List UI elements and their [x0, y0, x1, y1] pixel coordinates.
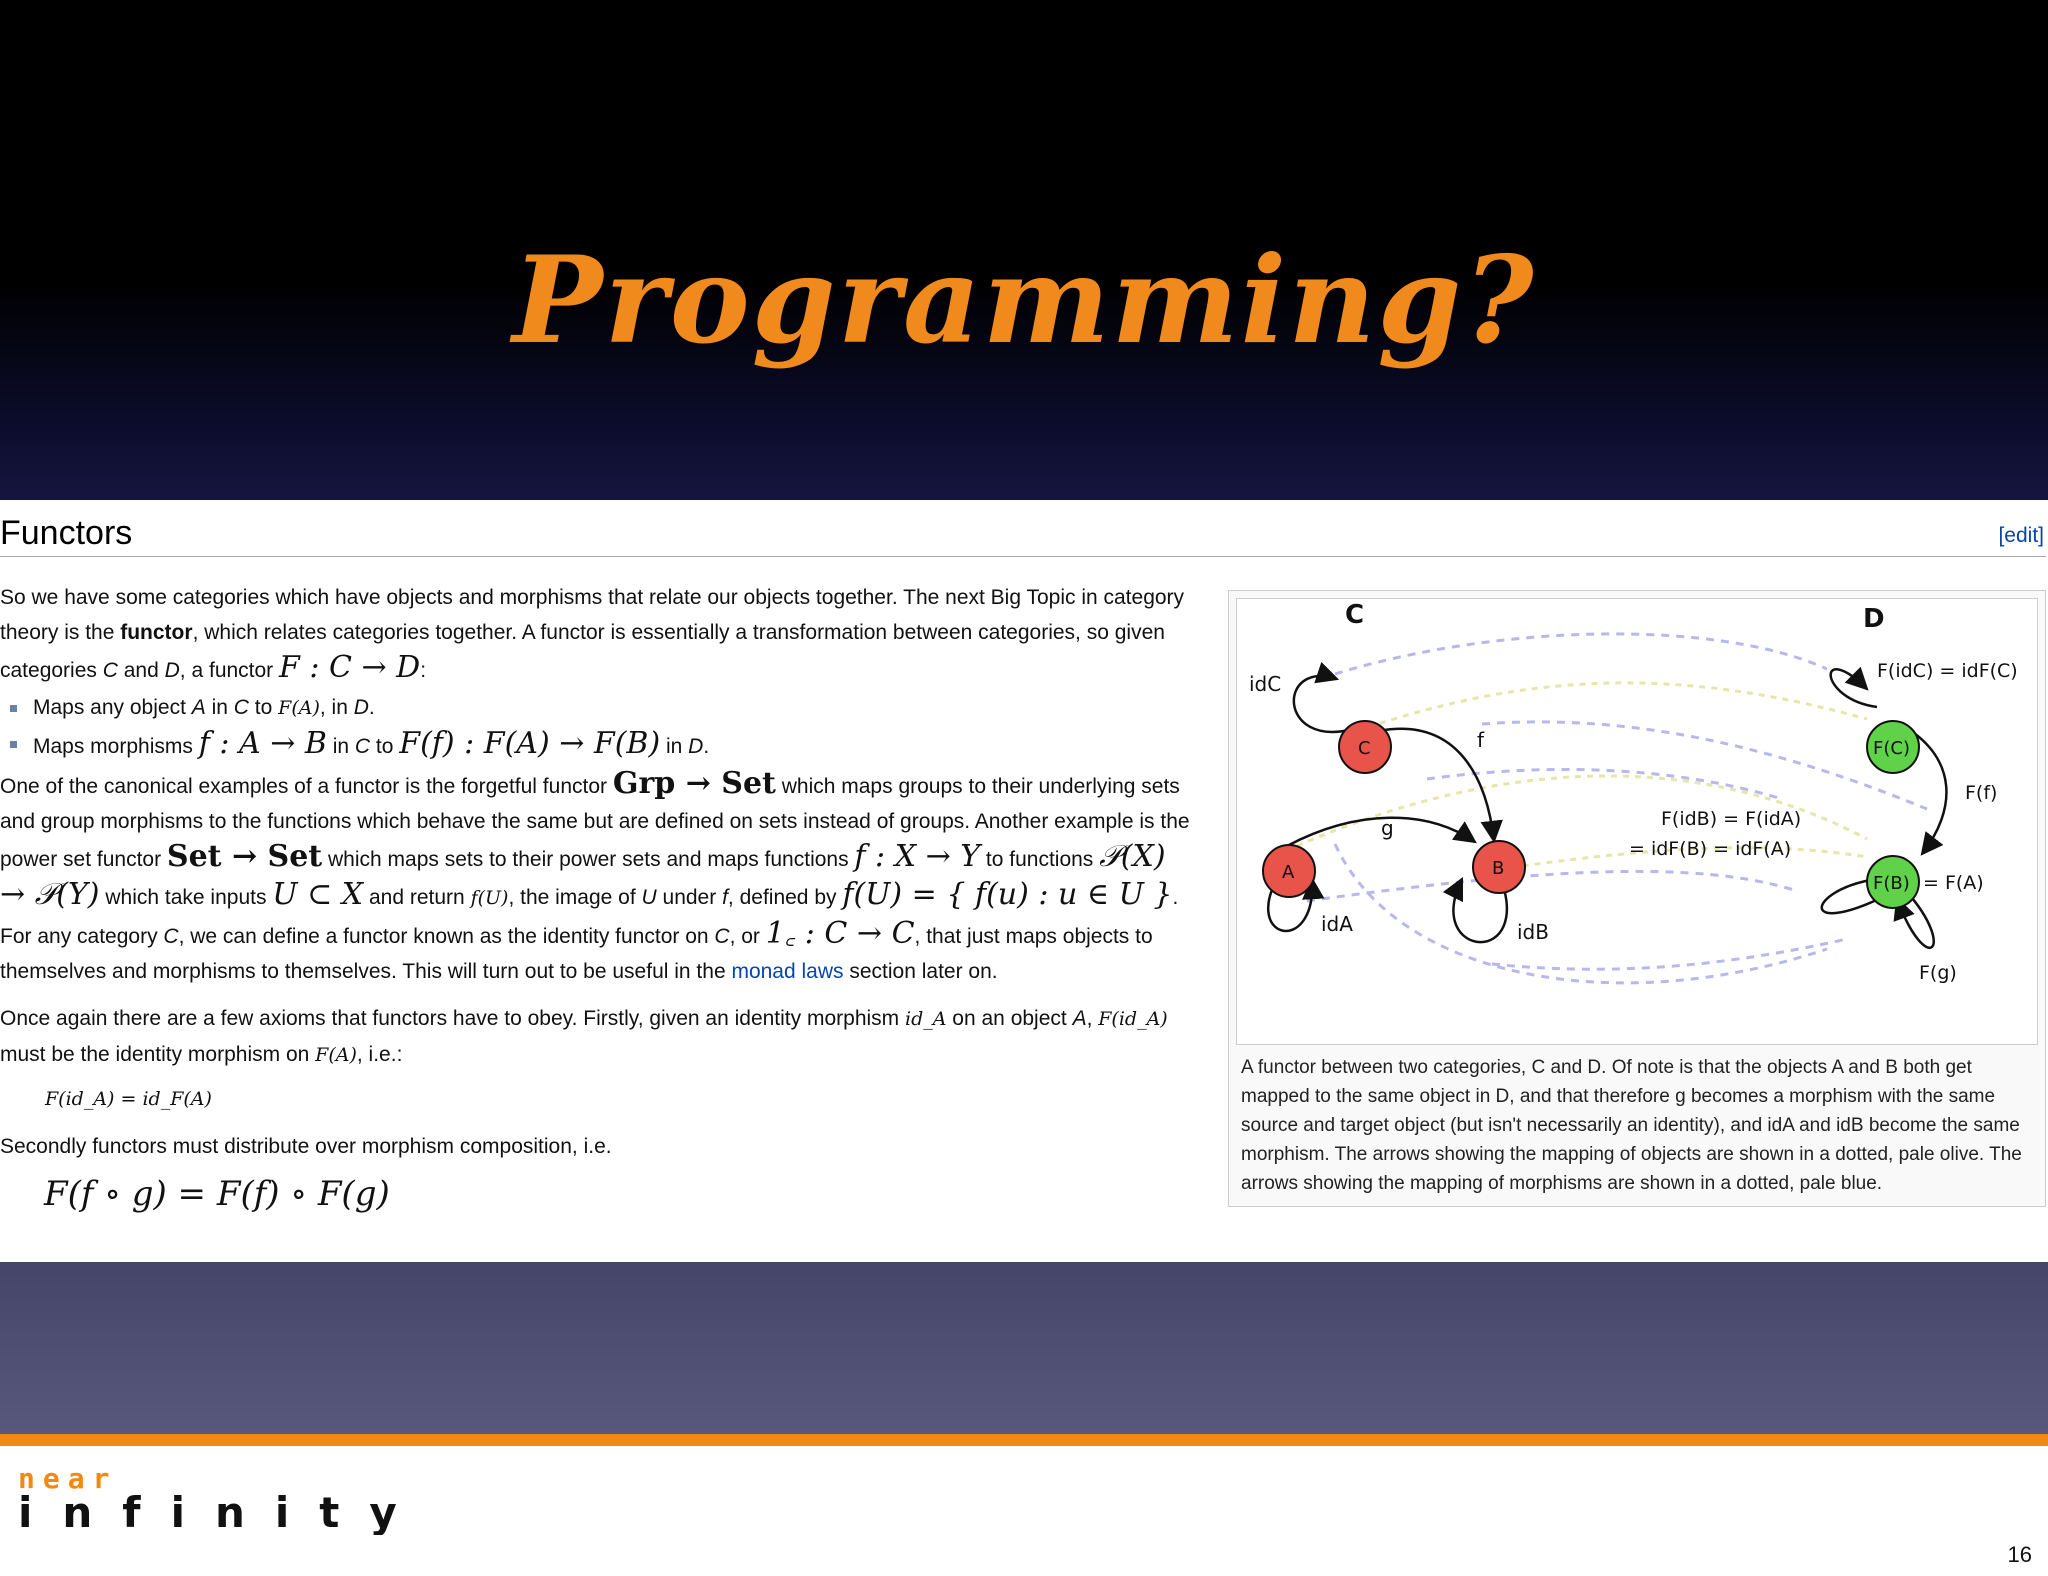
node-c-label: C	[1358, 738, 1371, 759]
paragraph-examples: One of the canonical examples of a functor is the forgetful functor Grp → Set which maps groups to their underlying sets and group morphisms to the functions which behave the same but are defined on sets instead of groups. Another example is the power set functor Set → Set which maps sets to their power sets and maps functions f : X → Y to functions 𝒫(X) → 𝒫(Y) which take inputs U ⊂ X and return f(U), the image of U under f, defined by f(U) = { f(u) : u ∈ U }. For any category C, we can define a functor known as the identity functor on C, or 1꜀ : C → C, that just maps objects to themselves and morphisms to themselves. This will turn out to be useful in the monad laws section later on.	[0, 766, 1190, 983]
functor-properties-list	[0, 690, 1200, 764]
category-c-label: C	[1345, 600, 1365, 630]
f-f-label: F(f)	[1965, 782, 1998, 804]
f-id-b-label-2: = idF(B) = idF(A)	[1629, 838, 1792, 860]
node-fb-label: F(B)	[1873, 873, 1910, 894]
equation-identity: F(id_A) = id_F(A)	[45, 1088, 212, 1110]
category-d-label: D	[1863, 604, 1885, 634]
paragraph-intro: So we have some categories which have objects and morphisms that relate our objects together. The next Big Topic in category theory is the functor, which relates categories together. A functor is essentially a transformation between categories, so given categories C and D, a functor F : C → D:	[0, 586, 1185, 685]
functor-diagram-svg	[1237, 599, 2037, 1044]
equation-composition: F(f ∘ g) = F(f) ∘ F(g)	[44, 1174, 390, 1214]
monad-laws-link[interactable]: monad laws	[731, 960, 844, 983]
list-item: Maps morphisms f : A → B in C to F(f) : F(A) → F(B) in D.	[0, 726, 1200, 764]
near-infinity-logo	[18, 1462, 427, 1535]
orange-divider	[0, 1434, 2048, 1446]
edit-link[interactable]: [edit]	[1998, 524, 2044, 547]
lower-band	[0, 1262, 2048, 1434]
f-id-b-label-1: F(idB) = F(idA)	[1661, 808, 1802, 830]
node-a-label: A	[1282, 862, 1295, 883]
figure-caption: A functor between two categories, C and D. Of note is that the objects A and B both get mapped to the same object in D, and that therefore g becomes a morphism with the same source and target object (but isn't necessarily an identity), and idA and idB become the same morphism. The arrows showing the mapping of objects are shown in a dotted, pale olive. The arrows showing the mapping of morphisms are shown in a dotted, pale blue.	[1241, 1057, 2022, 1194]
slide-title: Programming?	[512, 230, 1536, 371]
article-body	[0, 580, 1200, 1224]
paragraph-composition: Secondly functors must distribute over morphism composition, i.e.	[0, 1135, 612, 1158]
article-screenshot	[0, 500, 2048, 1262]
morphism-f-id-c	[1831, 669, 1877, 707]
morphism-mapping-arrow	[1482, 722, 1927, 809]
section-title: Functors	[0, 514, 133, 552]
f-g-label: F(g)	[1919, 962, 1957, 984]
math-functor-signature: F : C → D	[279, 650, 421, 685]
f-label: f	[1477, 728, 1485, 752]
f-id-c-label: F(idC) = idF(C)	[1877, 660, 2018, 682]
morphism-mapping-arrow	[1335, 844, 1827, 983]
morphism-id-c	[1294, 676, 1353, 732]
logo-bottom-text: infinity	[18, 1488, 427, 1535]
logo-top-text: near	[18, 1462, 118, 1495]
id-b-label: idB	[1517, 920, 1549, 944]
functor-diagram	[1236, 598, 2038, 1045]
object-mapping-arrow	[1357, 683, 1867, 731]
id-c-label: idC	[1249, 672, 1282, 696]
functor-figure	[1228, 590, 2046, 1207]
node-b-label: B	[1492, 858, 1505, 879]
id-a-label: idA	[1321, 912, 1353, 936]
page-number: 16	[2007, 1542, 2032, 1567]
paragraph-axioms: Once again there are a few axioms that functors have to obey. Firstly, given an identity morphism id_A on an object A, F(id_A) must be the identity morphism on F(A), i.e.:	[0, 1007, 1168, 1066]
g-label: g	[1381, 816, 1394, 840]
node-fc-label: F(C)	[1873, 738, 1910, 759]
term-functor: functor	[120, 621, 193, 644]
section-header	[0, 510, 2046, 557]
morphism-mapping-arrow	[1307, 871, 1797, 901]
morphism-mapping-arrow	[1335, 634, 1827, 674]
list-item: Maps any object A in C to F(A), in D.	[0, 690, 1200, 726]
f-a-equality-label: = F(A)	[1923, 872, 1984, 894]
